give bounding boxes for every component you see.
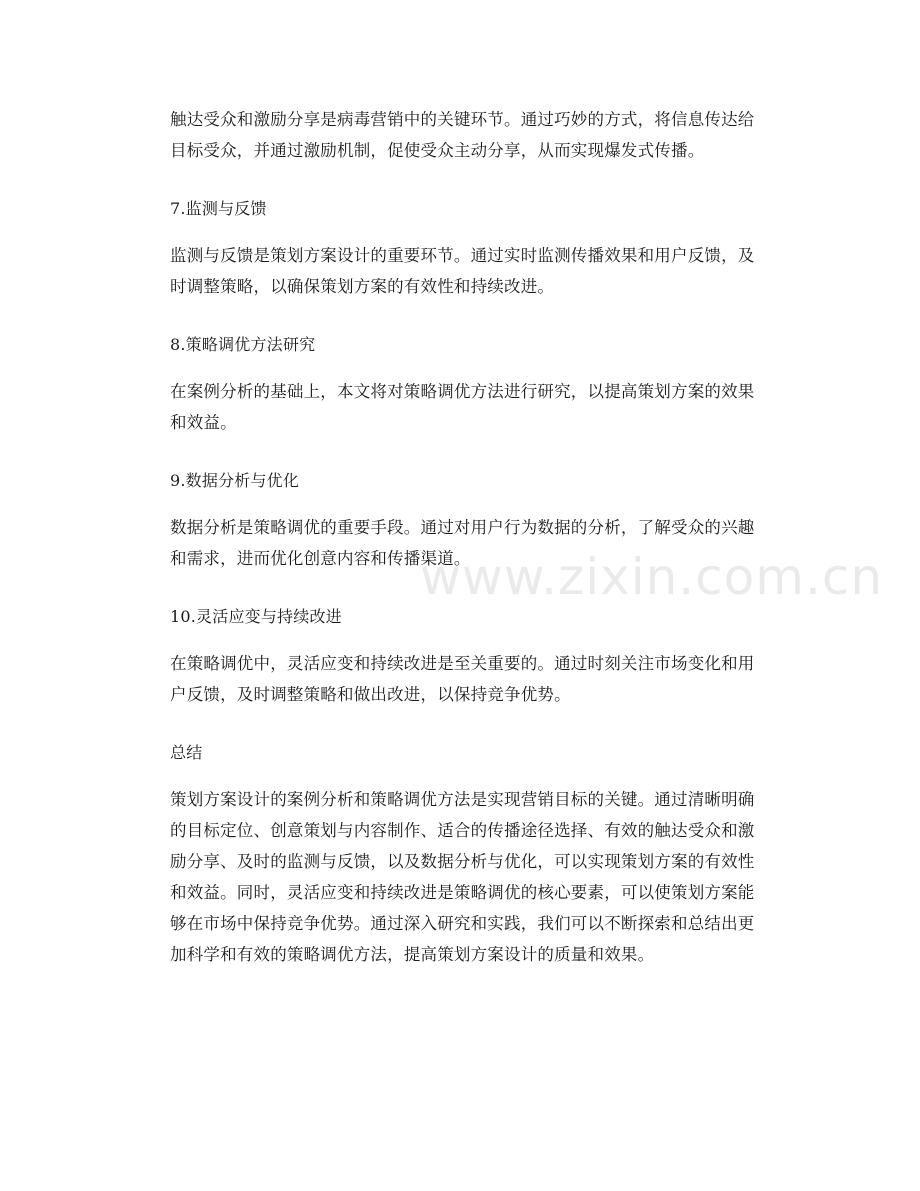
- paragraph-viral-reach: 触达受众和激励分享是病毒营销中的关键环节。通过巧妙的方式，将信息传达给目标受众，并通过激励机制，促使受众主动分享，从而实现爆发式传播。: [170, 110, 755, 160]
- watermark: www.zixin.com.cn: [420, 548, 884, 606]
- paragraph-monitoring-feedback: 监测与反馈是策划方案设计的重要环节。通过实时监测传播效果和用户反馈，及时调整策略，以确保策划方案的有效性和持续改进。: [170, 246, 755, 296]
- paragraph-data-analysis: 数据分析是策略调优的重要手段。通过对用户行为数据的分析，了解受众的兴趣和需求，进而优化创意内容和传播渠道。: [170, 518, 755, 568]
- paragraph-flexible-adaptation: 在策略调优中，灵活应变和持续改进是至关重要的。通过时刻关注市场变化和用户反馈，及时调整策略和做出改进，以保持竞争优势。: [170, 654, 755, 704]
- heading-flexible-adaptation: 10.灵活应变与持续改进: [170, 607, 342, 626]
- paragraph-strategy-optimization: 在案例分析的基础上，本文将对策略调优方法进行研究，以提高策划方案的效果和效益。: [170, 382, 755, 432]
- heading-summary: 总结: [170, 743, 203, 762]
- heading-data-analysis: 9.数据分析与优化: [170, 471, 300, 490]
- paragraph-summary: 策划方案设计的案例分析和策略调优方法是实现营销目标的关键。通过清晰明确的目标定位、创意策划与内容制作、适合的传播途径选择、有效的触达受众和激励分享、及时的监测与反馈，以及数据分析与优化，可以实现策划方案的有效性和效益。同时，灵活应变和持续改进是策略调优的核心要素，可以使策划方案能够在市场中保持竞争优势。通过深入研究和实践，我们可以不断探索和总结出更加科学和有效的策略调优方法，提高策划方案设计的质量和效果。: [170, 790, 755, 964]
- heading-strategy-optimization: 8.策略调优方法研究: [170, 335, 316, 354]
- heading-monitoring-feedback: 7.监测与反馈: [170, 199, 267, 218]
